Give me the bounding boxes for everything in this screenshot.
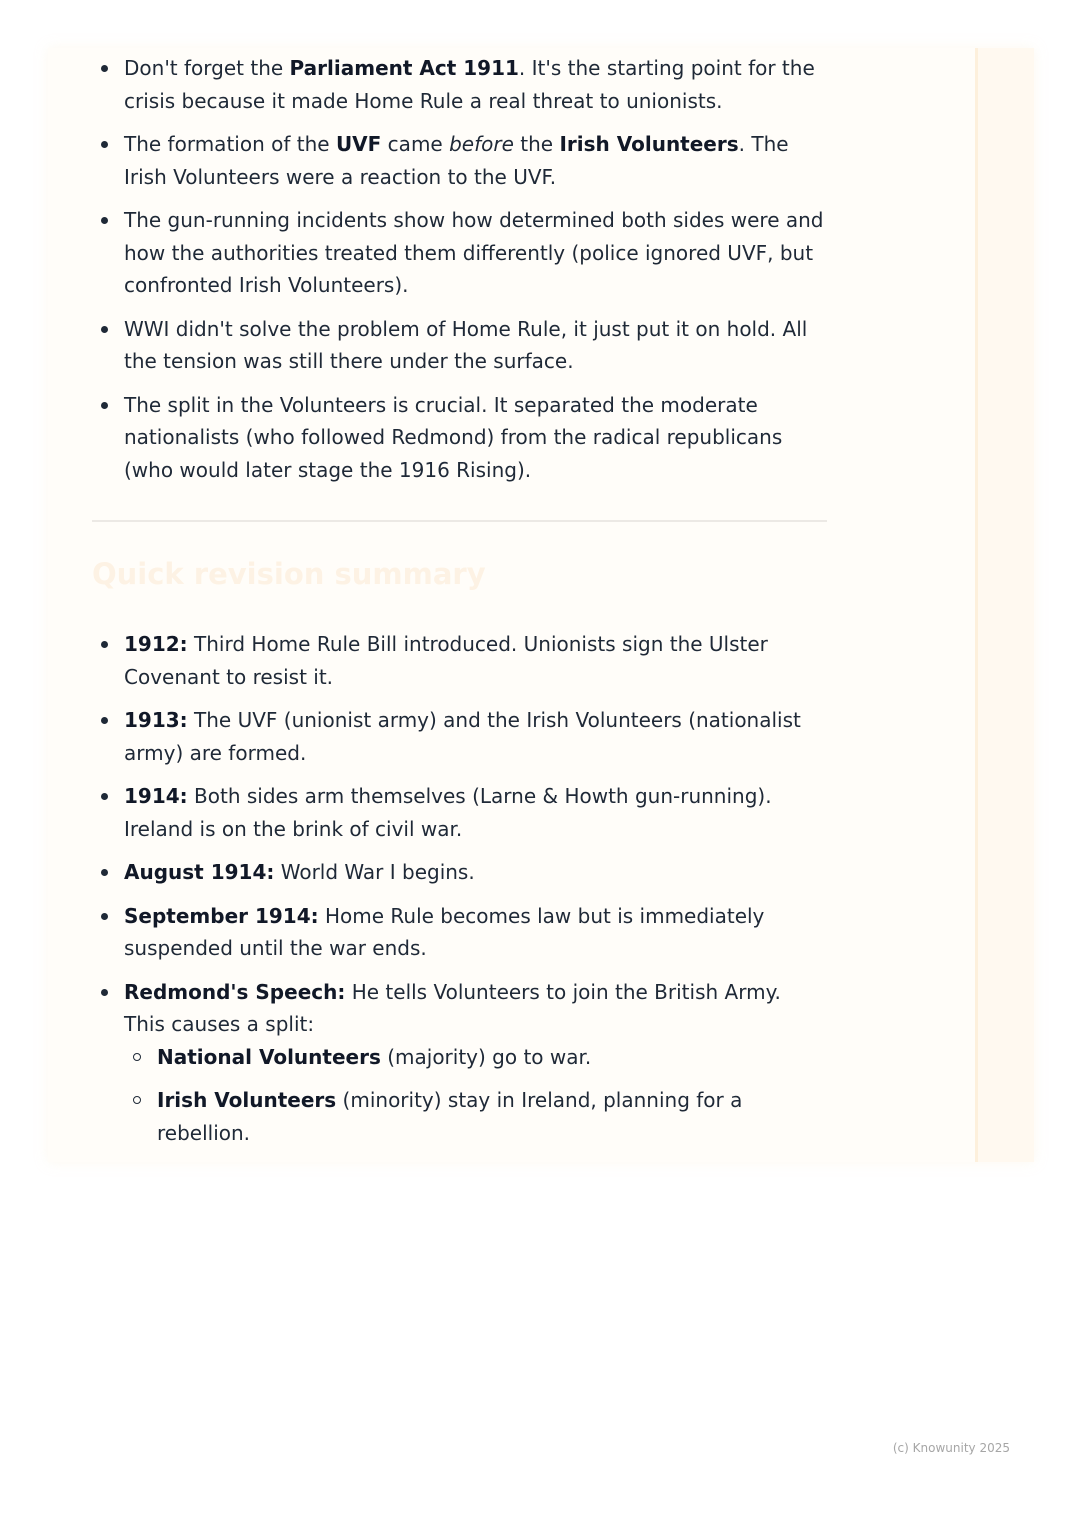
emphasis-text: before xyxy=(449,132,514,156)
bold-term: September 1914: xyxy=(124,903,319,928)
sub-list xyxy=(124,1041,827,1150)
revision-summary-list xyxy=(92,628,827,1149)
section-title: Quick revision summary xyxy=(92,557,486,591)
copyright-footer: (c) Knowunity 2025 xyxy=(892,1441,1010,1455)
text-run: He tells Volunteers to join the British Army. This causes a split: xyxy=(124,979,781,1036)
text-run: Home Rule becomes law but is immediately suspended until the war ends. xyxy=(124,903,765,960)
list-item xyxy=(92,389,827,487)
list-item xyxy=(92,900,827,965)
sub-list-item xyxy=(124,1041,827,1074)
list-item xyxy=(92,976,827,1150)
list-item xyxy=(92,204,827,302)
bold-term: August 1914: xyxy=(124,860,275,884)
text-run: the xyxy=(513,132,560,156)
list-item xyxy=(92,856,827,889)
bold-term: Redmond's Speech: xyxy=(124,979,346,1004)
text-run: Both sides arm themselves (Larne & Howth gun-running). Ireland is on the brink of civil war. xyxy=(124,784,772,841)
bold-term: National Volunteers xyxy=(157,1044,381,1069)
document-content xyxy=(92,52,827,1160)
bold-term: 1913: xyxy=(124,708,188,732)
list-item xyxy=(92,313,827,378)
text-run: (minority) stay in Ireland, planning for a rebellion. xyxy=(157,1088,743,1145)
bold-term: UVF xyxy=(335,132,382,156)
text-run: WWI didn't solve the problem of Home Rule, it just put it on hold. All the tension was still there under the surface. xyxy=(124,316,808,373)
list-item xyxy=(92,780,827,845)
bold-term: 1912: xyxy=(124,632,188,656)
text-run: The gun-running incidents show how determined both sides were and how the authorities treated them differently (police ignored UVF, but confronted Irish Volunteers). xyxy=(124,208,824,297)
text-run: World War I begins. xyxy=(274,860,475,884)
bold-term: Irish Volunteers xyxy=(157,1088,337,1112)
bold-term: Irish Volunteers xyxy=(559,132,739,156)
exam-tips-list xyxy=(92,52,827,486)
text-run: The split in the Volunteers is crucial. It separated the moderate nationalists (who followed Redmond) from the radical republicans (who would later stage the 1916 Rising). xyxy=(124,392,783,482)
bold-term: 1914: xyxy=(124,784,188,808)
bold-term: Parliament Act 1911 xyxy=(289,56,519,80)
text-run: . It's the starting point for the crisis because it made Home Rule a real threat to unionists. xyxy=(124,56,815,113)
card-side-strip xyxy=(975,48,1034,1162)
text-run: . The Irish Volunteers were a reaction to the UVF. xyxy=(124,132,789,189)
text-run: The UVF (unionist army) and the Irish Volunteers (nationalist army) are formed. xyxy=(124,708,801,765)
text-run: (majority) go to war. xyxy=(380,1044,592,1069)
section-divider xyxy=(92,520,827,522)
text-run: came xyxy=(381,132,450,156)
list-item xyxy=(92,52,827,117)
text-run: Third Home Rule Bill introduced. Unionists sign the Ulster Covenant to resist it. xyxy=(124,632,768,689)
list-item xyxy=(92,128,827,193)
sub-list-item xyxy=(124,1084,827,1149)
list-item xyxy=(92,704,827,769)
list-item xyxy=(92,628,827,693)
text-run: Don't forget the xyxy=(124,56,290,80)
text-run: The formation of the xyxy=(124,132,336,156)
